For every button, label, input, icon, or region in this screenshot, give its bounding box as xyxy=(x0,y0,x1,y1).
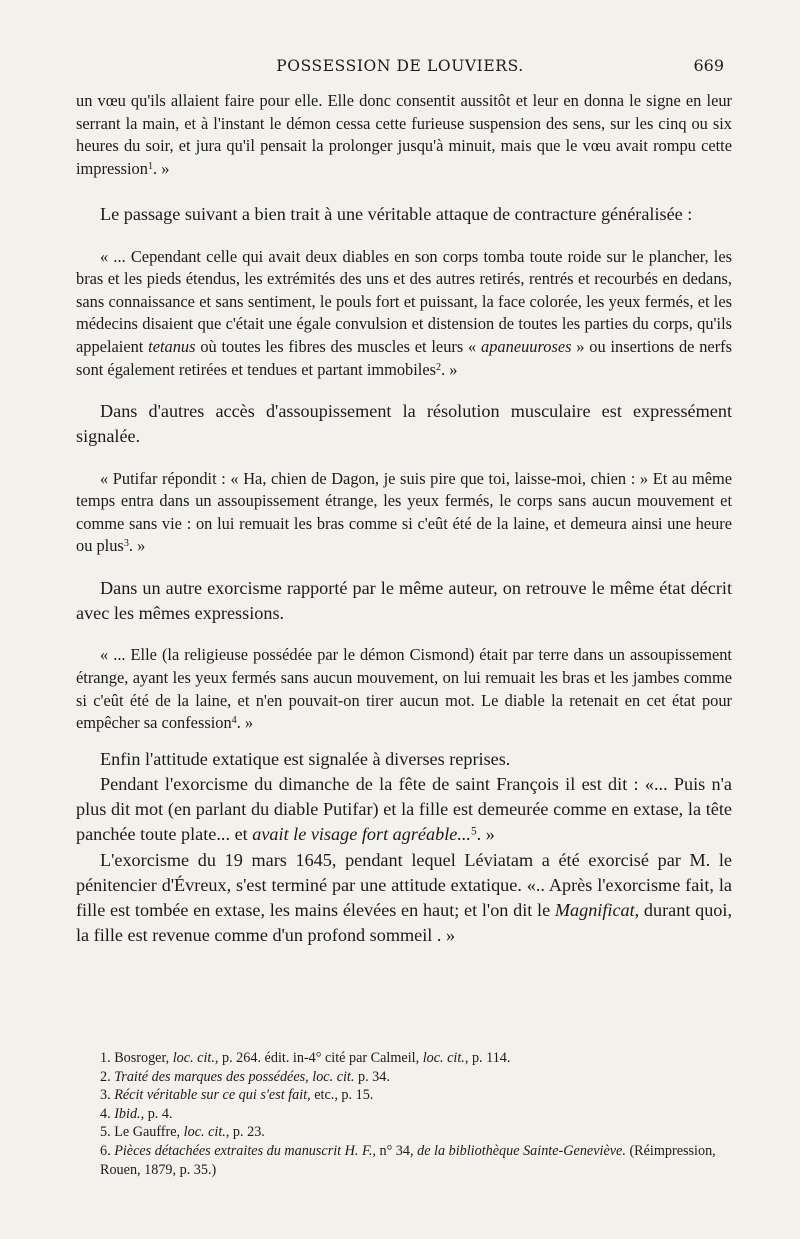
footnote-4: 4. Ibid., p. 4. xyxy=(100,1105,173,1122)
paragraph-autre-exorcisme: Dans un autre exorcisme rapporté par le même auteur, on retrouve le même état décrit avec les mêmes expressions. xyxy=(76,577,732,624)
footnote-5: 5. Le Gauffre, loc. cit., p. 23. xyxy=(100,1124,265,1141)
page-body xyxy=(76,90,732,948)
paragraph-attitude-extatique: Enfin l'attitude extatique est signalée à diverses reprises. xyxy=(100,748,511,769)
paragraph-exorcisme-1645: L'exorcisme du 19 mars 1645, pendant lequel Léviatam a été exorcisé par M. le pénitencier d'Évreux, s'est terminé par une attitude extatique. «.. Après l'exorcisme fait, la fille est tombée en extase, les mains élevées en haut; et l'on dit le Magnificat, durant quoi, la fille est revenue comme d'un profond sommeil . » xyxy=(76,849,732,946)
footnotes xyxy=(100,1049,730,1179)
page-header xyxy=(76,57,724,83)
footnote-3: 3. Récit véritable sur ce qui s'est fait, etc., p. 15. xyxy=(100,1087,374,1104)
paragraph-assoupissement: Dans d'autres accès d'assoupissement la résolution musculaire est expressément signalée. xyxy=(76,401,732,447)
page-number: 669 xyxy=(693,56,724,75)
paragraph-quote-cismond: « ... Elle (la religieuse possédée par le démon Cismond) était par terre dans un assoupissement étrange, ayant les yeux fermés sans aucun mouvement, on lui remuait les bras et les jambes comme si c'eût été de la laine, et n'en pouvait-on tirer aucun mot. Le diable la retenait en cet état pour empêcher sa confession$^4$. » xyxy=(76,645,732,733)
footnote-1: 1. Bosroger, loc. cit., p. 264. édit. in-4° cité par Calmeil, loc. cit., p. 114. xyxy=(100,1050,511,1066)
paragraph-quote-putifar: « Putifar répondit : « Ha, chien de Dagon, je suis pire que toi, laisse-moi, chien : » Et au même temps entra dans un assoupissement étrange, les yeux fermés, le corps sans aucun mouvement et comme sans vie : on lui remuait les bras comme si c'eût été de la laine, et demeura ainsi une heure ou plus$^3$. » xyxy=(76,468,732,556)
paragraph-saint-francois: Pendant l'exorcisme du dimanche de la fête de saint François il est dit : «... Puis n'a plus dit mot (en parlant du diable Putifar) et la fille est demeurée comme en extase, la tête panchée toute plate... et avait le visage fort agréable...$^5$. » xyxy=(76,773,732,845)
running-title: POSSESSION DE LOUVIERS. xyxy=(276,57,524,75)
footnote-2: 2. Traité des marques des possédées, loc. cit. p. 34. xyxy=(100,1068,390,1085)
paragraph-quote-continuation: un vœu qu'ils allaient faire pour elle. Elle donc consentit aussitôt et leur en donna le signe en leur serrant la main, et à l'instant le démon cessa cette furieuse suspension des sens, sur les cinq ou six heures du soir, et jura qu'il pensait la prolonger jusqu'à minuit, mais que le vœu avait rompu cette impression$^1$. » xyxy=(76,91,732,178)
paragraph-quote-contracture: « ... Cependant celle qui avait deux diables en son corps tomba toute roide sur le plancher, les bras et les pieds étendus, les extrémités des uns et des autres retirés, rentrés et recourbés en dedans, sans connaissance et sans sentiment, le pouls fort et puissant, la face colorée, les yeux fermés, et les médecins disaient que c'était une égale convulsion et distension de toutes les parties du corps, qu'ils appelaient tetanus où toutes les fibres des muscles et leurs « apaneuuroses » ou insertions de nerfs sont également retirées et tendues et partant immobiles$^2$. » xyxy=(76,246,732,379)
footnote-6: 6. Pièces détachées extraites du manuscrit H. F., n° 34, de la bibliothèque Sainte-Geneviève. (Réimpression, Rouen, 1879, p. 35.) xyxy=(100,1142,716,1178)
paragraph-contracture-intro: Le passage suivant a bien trait à une véritable attaque de contracture généralisée : xyxy=(100,204,693,225)
